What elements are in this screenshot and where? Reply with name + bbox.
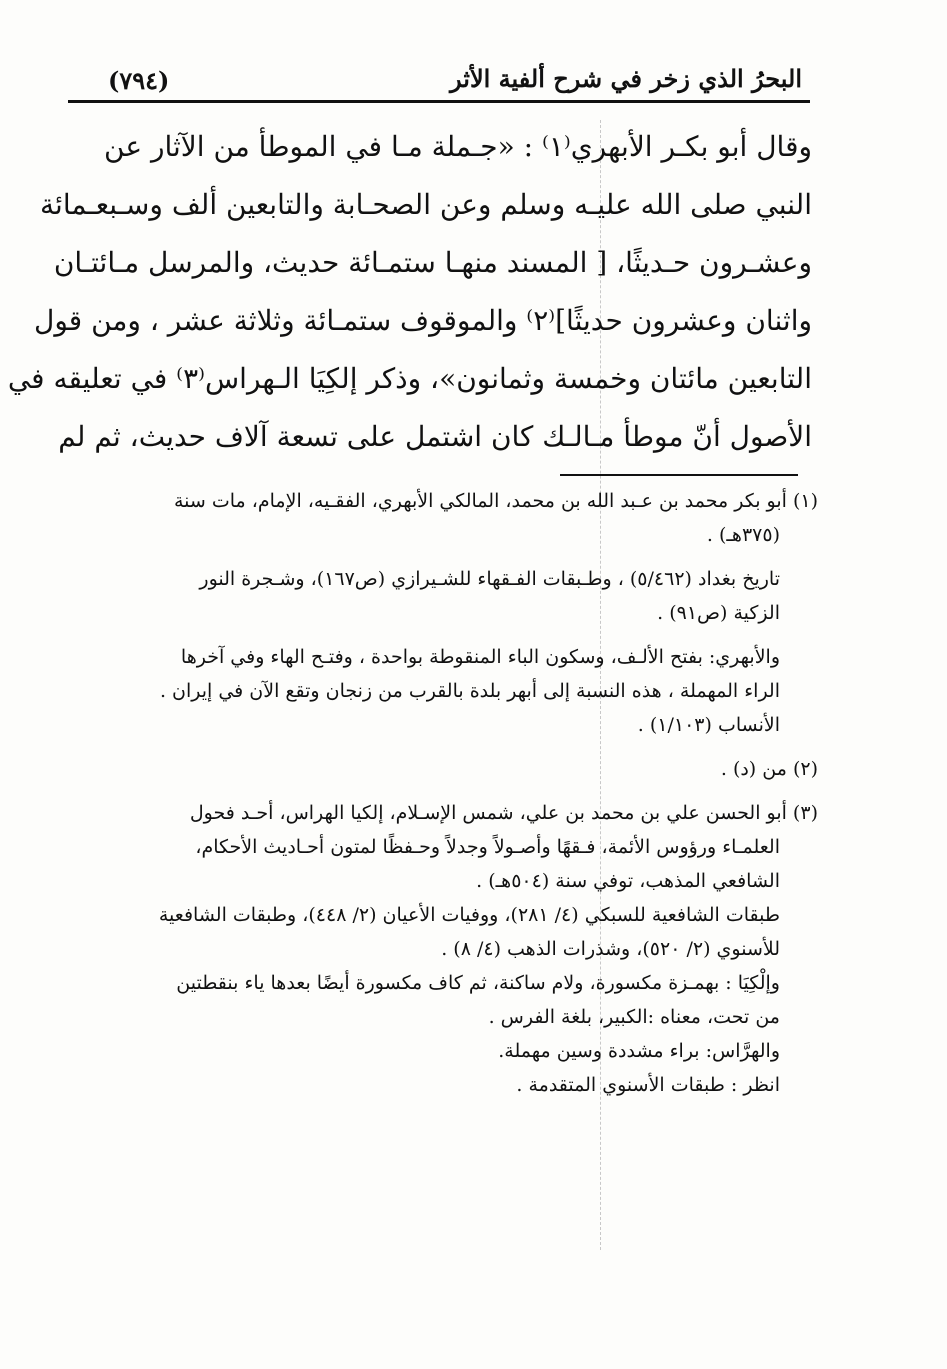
body-line: وعشـرون حـديثًا، [ المسند منهـا ستمـائة حديث، والمرسل مـائتـان [53, 246, 812, 279]
footnote-line: (٣) أبو الحسن علي بن محمد بن علي، شمس الإسـلام، إلكيا الهراس، أحـد فحول [189, 802, 818, 824]
footnote-line: تاريخ بغداد (٥/٤٦٢) ، وطـبقات الفـقهاء للشـيرازي (ص١٦٧)، وشـجرة النور [199, 568, 780, 590]
main-body-text [7, 118, 812, 466]
footnote-line: والهرَّاس: براء مشددة وسين مهملة. [498, 1040, 780, 1062]
footnote-2 [92, 752, 818, 786]
footnote-line: وإلْكِيَا : بهمـزة مكسورة، ولام ساكنة، ثم كاف مكسورة أيضًا بعدها ياء بنقطتين [176, 972, 780, 994]
body-line: وقال أبو بكـر الأبهري⁽١⁾ : «جـملة مـا في الموطأ من الآثار عن [104, 130, 812, 163]
footnotes [92, 484, 818, 1102]
footnote-line: (٣٧٥هـ) . [706, 524, 780, 546]
page-number: (٧٩٤) [108, 66, 170, 95]
footnote-3 [92, 796, 818, 1102]
running-header [68, 62, 810, 102]
footnote-1 [92, 484, 818, 742]
footnote-line: (٢) من (د) . [720, 758, 818, 780]
footnote-line: (١) أبو بكر محمد بن عـبد الله بن محمد، المالكي الأبهري، الفقـيه، الإمام، مات سنة [173, 490, 818, 512]
footnote-line: انظر : طبقات الأسنوي المتقدمة . [516, 1074, 780, 1096]
book-title: البحرُ الذي زخر في شرح ألفية الأثر [450, 64, 802, 93]
footnote-line: للأسنوي (٢/ ٥٢٠)، وشذرات الذهب (٤/ ٨) . [441, 938, 780, 960]
body-line: الأصول أنّ موطأ مـالـك كان اشتمل على تسعة آلاف حديث، ثم لم [58, 420, 812, 453]
footnote-line: العلمـاء ورؤوس الأئمة، فـقهًا وأصـولاً وجدلاً وحـفظًا لمتون أحـاديث الأحكام، [195, 836, 780, 858]
footnote-line: والأبهري: بفتح الألـف، وسكون الباء المنقوطة بواحدة ، وفتـح الهاء وفي آخرها [180, 646, 780, 668]
body-line: واثنان وعشرون حديثًا]⁽٢⁾ والموقوف ستمـائة وثلاثة عشر ، ومن قول [33, 304, 812, 337]
footnote-line: من تحت، معناه :الكبير، بلغة الفرس . [488, 1006, 780, 1028]
footnote-separator [560, 474, 798, 476]
footnote-line: الراء المهملة ، هذه النسبة إلى أبهر بلدة بالقرب من زنجان وتقع الآن في إيران . [159, 680, 780, 702]
body-line: التابعين مائتان وخمسة وثمانون»، وذكر إلكِيَا الـهراس⁽٣⁾ في تعليقه في [7, 362, 812, 395]
body-line: النبي صلى الله عليـه وسلم وعن الصحـابة والتابعين ألف وسـبعـمائة [40, 188, 812, 221]
footnote-line: طبقات الشافعية للسبكي (٤/ ٢٨١)، ووفيات الأعيان (٢/ ٤٤٨)، وطبقات الشافعية [158, 904, 780, 926]
footnote-line: الشافعي المذهب، توفي سنة (٥٠٤هـ) . [476, 870, 780, 892]
footnote-line: الزكية (ص٩١) . [657, 602, 780, 624]
header-rule [68, 100, 810, 103]
footnote-line: الأنساب (١/١٠٣) . [637, 714, 780, 736]
